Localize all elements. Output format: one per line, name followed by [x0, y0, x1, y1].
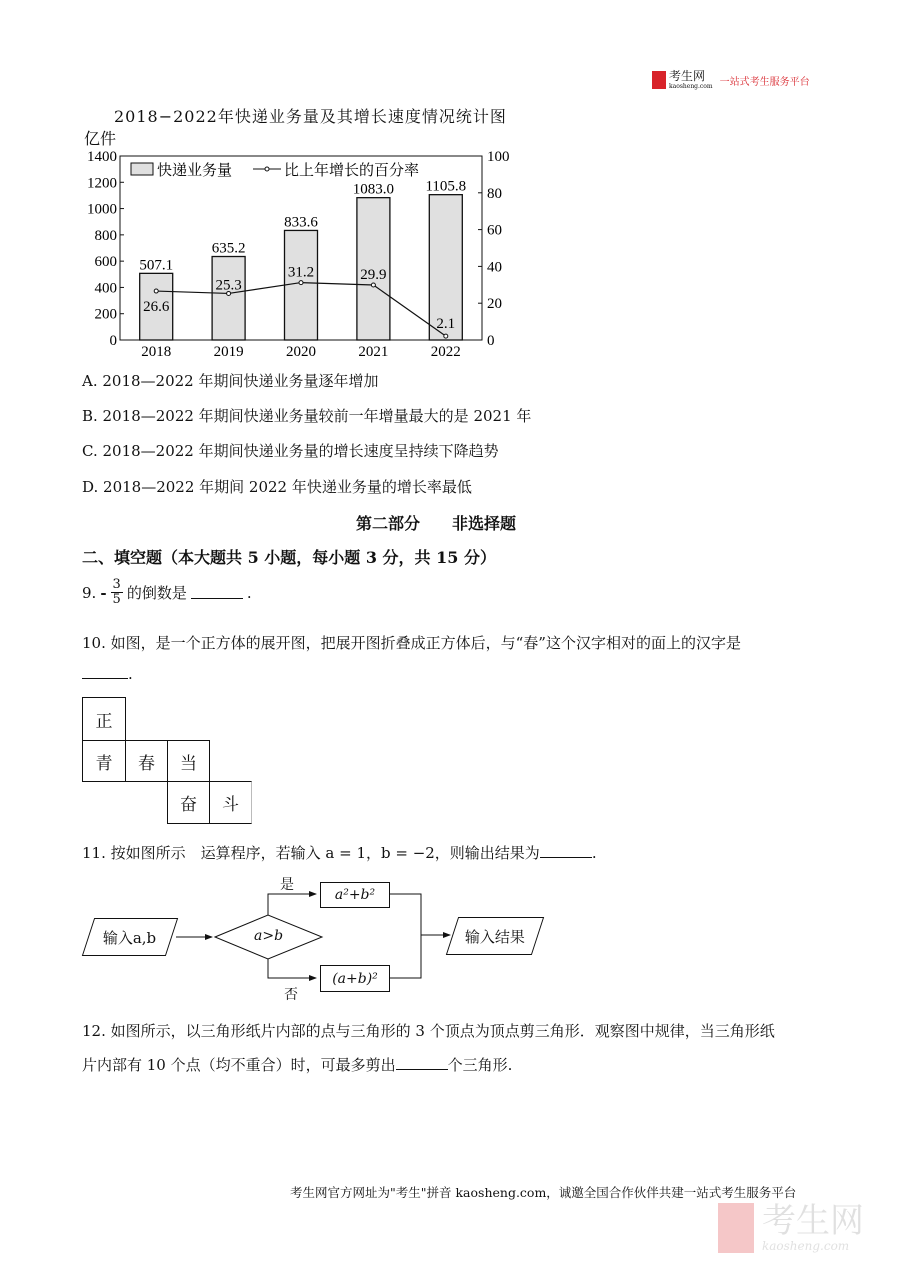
y2-tick-label: 60: [487, 222, 502, 239]
bar-value-label: 507.1: [139, 257, 174, 274]
q11-end: .: [591, 844, 597, 862]
part2-title: 第二部分 非选择题: [356, 514, 517, 533]
numerator: 3: [112, 577, 121, 592]
logo-slogan: 一站式考生服务平台: [719, 76, 810, 88]
y-tick-label: 800: [94, 227, 117, 244]
y-tick-label: 200: [94, 306, 117, 323]
bar-value-label: 1105.8: [425, 178, 467, 195]
cube-face: 奋: [167, 781, 210, 824]
y-tick-label: 400: [94, 280, 117, 297]
cube-face: 春: [125, 740, 168, 782]
q10-text: 10. 如图，是一个正方体的展开图，把展开图折叠成正方体后，与“春”这个汉字相对的面上的汉字是: [82, 634, 741, 652]
q10-end: .: [128, 665, 133, 683]
flow-input-label: 输入a,b: [103, 928, 157, 947]
cube-face: 青: [82, 740, 126, 782]
x-tick-label: 2021: [358, 344, 389, 360]
x-tick-label: 2022: [430, 344, 461, 360]
flow-output-label: 输入结果: [464, 927, 525, 946]
y-tick-label: 1400: [87, 149, 117, 165]
q9-text: 的倒数是: [126, 584, 187, 602]
q9-sign: -: [100, 583, 107, 602]
growth-label: 26.6: [143, 299, 170, 316]
q9-number: 9.: [82, 583, 97, 602]
bar-value-label: 833.6: [284, 214, 318, 231]
growth-label: 29.9: [360, 266, 387, 283]
cube-face: 斗: [209, 781, 252, 824]
q12-text: 片内部有 10 个点（均不重合）时，可最多剪出: [82, 1056, 396, 1074]
q12-line2: [82, 1054, 512, 1075]
flow-yes-label: 是: [280, 877, 294, 893]
x-tick-label: 2019: [213, 344, 244, 360]
bar-value-label: 635.2: [211, 240, 246, 257]
growth-label: 25.3: [215, 277, 242, 294]
q12-line1: 12. 如图所示，以三角形纸片内部的点与三角形的 3 个顶点为顶点剪三角形．观察图中规律，当三角形纸: [82, 1022, 775, 1040]
answer-blank: [396, 1057, 448, 1070]
legend-bar-label: 快递业务量: [157, 163, 233, 179]
y-tick-label: 0: [109, 333, 117, 349]
logo-text: 考生网: [669, 69, 706, 83]
y-tick-label: 600: [94, 254, 117, 271]
logo-sub: kaosheng.com: [669, 83, 713, 90]
watermark-sub: kaosheng.com: [762, 1239, 850, 1253]
q12-text-end: 个三角形.: [447, 1056, 513, 1074]
option-b: B. 2018—2022 年期间快递业务量较前一年增量最大的是 2021 年: [82, 407, 532, 425]
y-tick-label: 1200: [87, 175, 117, 192]
cube-face: 正: [82, 697, 126, 741]
denominator: 5: [112, 592, 121, 607]
option-c: C. 2018—2022 年期间快递业务量的增长速度呈持续下降趋势: [82, 442, 499, 460]
chart-title: 2018−2022年快递业务量及其增长速度情况统计图: [114, 107, 507, 126]
growth-label: 2.1: [436, 316, 456, 333]
flow-condition: a>b: [254, 928, 284, 944]
flow-yes-box: a²+b²: [320, 882, 390, 908]
watermark: [718, 1203, 864, 1253]
y-tick-label: 1000: [87, 201, 117, 218]
y2-tick-label: 80: [487, 185, 502, 202]
x-tick-label: 2018: [141, 344, 172, 360]
q9-end: .: [246, 583, 252, 602]
chart-ylabel: 亿件: [84, 129, 117, 148]
bar-value-label: 1083.0: [352, 181, 395, 198]
watermark-text-group: [762, 1203, 864, 1253]
y2-tick-label: 0: [487, 333, 495, 349]
option-d: D. 2018—2022 年期间 2022 年快递业务量的增长率最低: [82, 478, 472, 496]
flow-input: [82, 918, 178, 956]
footer: 考生网官方网址为"考生"拼音 kaosheng.com，诚邀全国合作伙伴共建一站式考生服务平台: [290, 1185, 797, 1200]
watermark-text: 考生网: [762, 1201, 864, 1241]
q11-question: 11. 按如图所示 运算程序，若输入 a = 1，b = −2，则输出结果为: [82, 844, 540, 862]
y2-tick-label: 20: [487, 296, 502, 313]
x-tick-label: 2020: [286, 344, 316, 360]
flow-no-box: (a+b)²: [320, 965, 390, 992]
flow-output: [446, 917, 544, 955]
option-a: A. 2018—2022 年期间快递业务量逐年增加: [82, 372, 379, 390]
section2-title: 二、填空题（本大题共 5 小题，每小题 3 分，共 15 分）: [82, 548, 496, 567]
y2-tick-label: 100: [487, 149, 510, 165]
growth-label: 31.2: [287, 264, 315, 281]
legend-line-label: 比上年增长的百分率: [284, 163, 420, 179]
flow-no-label: 否: [284, 987, 298, 1003]
y2-tick-label: 40: [487, 259, 502, 276]
watermark-logo-icon: [718, 1203, 754, 1253]
cube-face: 当: [167, 740, 210, 782]
